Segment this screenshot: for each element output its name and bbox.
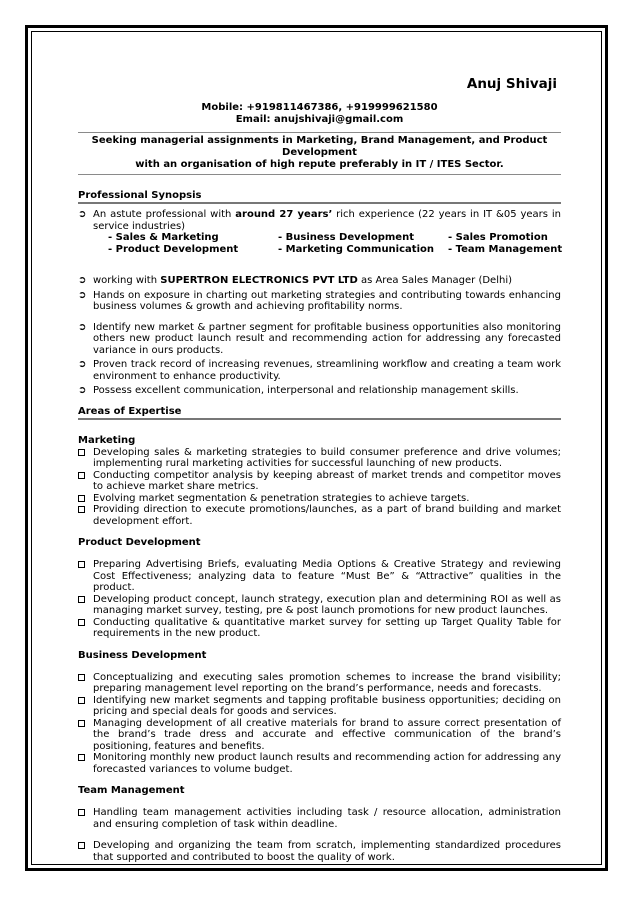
- synopsis-bullet: [78, 385, 561, 397]
- objective-line-1: Seeking managerial assignments in Marketing, Brand Management, and Product Development: [91, 135, 548, 158]
- expertise-bullet: [78, 447, 561, 470]
- subsection-title-product: Product Development: [78, 537, 201, 548]
- skill-item: - Sales Promotion: [448, 232, 548, 243]
- intro-text-bold: around 27 years’: [235, 209, 333, 220]
- synopsis-bullet: [78, 359, 561, 382]
- checkbox-bullet-icon: [78, 840, 90, 853]
- bullet-text: Hands on exposure in charting out marketing strategies and contributing towards enhancing business volumes & growth and achieving profitability norms.: [93, 289, 561, 312]
- resume-content: [78, 76, 561, 863]
- expertise-bullet: [78, 617, 561, 640]
- bullet-text: Conducting qualitative & quantitative market survey for setting up Target Quality Table for requirements in the new product.: [93, 616, 561, 639]
- arrow-bullet-icon: ➲: [78, 385, 87, 396]
- expertise-bullet: [78, 718, 561, 753]
- working-text-pre: working with: [93, 275, 161, 286]
- checkbox-bullet-icon: [78, 752, 90, 765]
- skill-item: - Sales & Marketing: [108, 232, 219, 243]
- intro-text-post: rich experience (22 years in IT &05 years in service industries): [93, 209, 561, 232]
- section-title-expertise: Areas of Expertise: [78, 405, 182, 417]
- arrow-bullet-icon: ➲: [78, 209, 87, 220]
- company-name: SUPERTRON ELECTRONICS PVT LTD: [160, 275, 358, 286]
- intro-text-pre: An astute professional with: [93, 209, 236, 220]
- working-text-post: as Area Sales Manager (Delhi): [357, 275, 513, 286]
- bullet-text: Conceptualizing and executing sales promotion schemes to increase the brand visibility; preparing management level reporting on the brand’s performance, needs and forecasts.: [93, 671, 561, 694]
- expertise-bullet: [78, 470, 561, 493]
- arrow-bullet-icon: ➲: [78, 275, 87, 286]
- email-line: Email: anujshivaji@gmail.com: [235, 114, 404, 125]
- contact-block: [78, 102, 561, 126]
- bullet-text: Developing sales & marketing strategies to build consumer preference and drive volumes; implementing rural marketing activities for successful launching of new products.: [93, 446, 561, 469]
- checkbox-bullet-icon: [78, 672, 90, 685]
- bullet-text: Preparing Advertising Briefs, evaluating Media Options & Creative Strategy and reviewing Cost Effectiveness; analyzing data to feature “Must Be” & “Attractive” qualities in the product.: [93, 559, 561, 593]
- bullet-text: Handling team management activities including task / resource allocation, administration and ensuring completion of task within deadline.: [93, 807, 561, 830]
- skill-item: - Business Development: [278, 232, 414, 243]
- skills-grid: [78, 232, 561, 255]
- synopsis-bullet: [78, 322, 561, 357]
- expertise-bullet: [78, 594, 561, 617]
- bullet-text: Providing direction to execute promotions/launches, as a part of brand building and market development effort.: [93, 504, 561, 527]
- checkbox-bullet-icon: [78, 807, 90, 820]
- synopsis-intro: [78, 209, 561, 232]
- expertise-bullet: [78, 504, 561, 527]
- bullet-text: Possess excellent communication, interpersonal and relationship management skills.: [93, 385, 519, 396]
- expertise-bullet: [78, 695, 561, 718]
- bullet-text: Identifying new market segments and tapping profitable business opportunities; deciding on pricing and special deals for goods and services.: [93, 694, 561, 717]
- synopsis-bullet: [78, 290, 561, 313]
- career-objective: [78, 133, 561, 174]
- bullet-text: Conducting competitor analysis by keeping abreast of market trends and competitor moves to achieve market share metrics.: [93, 469, 561, 492]
- checkbox-bullet-icon: [78, 447, 90, 460]
- skill-item: - Marketing Communication: [278, 243, 434, 255]
- bullet-text: Evolving market segmentation & penetration strategies to achieve targets.: [93, 492, 470, 504]
- expertise-bullet: [78, 672, 561, 695]
- objective-line-2: with an organisation of high repute preferably in IT / ITES Sector.: [135, 159, 504, 170]
- subsection-title-team: Team Management: [78, 785, 185, 796]
- candidate-name: Anuj Shivaji: [466, 76, 557, 92]
- skill-item: - Product Development: [108, 243, 239, 255]
- arrow-bullet-icon: ➲: [78, 321, 87, 333]
- bullet-text: Developing and organizing the team from scratch, implementing standardized procedures that supported and contributed to boost the quality of work.: [93, 840, 561, 863]
- bullet-text: Monitoring monthly new product launch results and recommending action for addressing any forecasted variances to volume budget.: [93, 752, 561, 775]
- bullet-text: Managing development of all creative materials for brand to assure correct presentation of the brand’s trade dress and accurate and effective communication of the brand’s positioning, features and benefits.: [93, 717, 561, 752]
- checkbox-bullet-icon: [78, 594, 90, 607]
- checkbox-bullet-icon: [78, 695, 90, 708]
- checkbox-bullet-icon: [78, 504, 90, 517]
- checkbox-bullet-icon: [78, 559, 90, 572]
- expertise-bullet: [78, 840, 561, 863]
- expertise-bullet: [78, 807, 561, 830]
- synopsis-bullet: [78, 275, 561, 287]
- expertise-bullet: [78, 559, 561, 594]
- skill-item: - Team Management: [448, 243, 563, 255]
- mobile-line: Mobile: +919811467386, +919999621580: [201, 102, 438, 113]
- expertise-bullet: [78, 752, 561, 775]
- arrow-bullet-icon: ➲: [78, 289, 87, 301]
- arrow-bullet-icon: ➲: [78, 359, 87, 370]
- subsection-title-marketing: Marketing: [78, 434, 136, 446]
- bullet-text: Developing product concept, launch strategy, execution plan and determining ROI as well as managing market survey, testing, pre & post launch promotions for new product launches.: [93, 593, 561, 616]
- section-title-synopsis: Professional Synopsis: [78, 190, 202, 201]
- checkbox-bullet-icon: [78, 617, 90, 630]
- checkbox-bullet-icon: [78, 718, 90, 731]
- checkbox-bullet-icon: [78, 470, 90, 483]
- subsection-title-business: Business Development: [78, 649, 207, 661]
- expertise-bullet: [78, 493, 561, 505]
- bullet-text: Identify new market & partner segment for profitable business opportunities also monitoring others new product launch result and recommending action for addressing any forecasted variance in ours products.: [93, 321, 561, 356]
- bullet-text: Proven track record of increasing revenues, streamlining workflow and creating a team work environment to enhance productivity.: [93, 359, 561, 382]
